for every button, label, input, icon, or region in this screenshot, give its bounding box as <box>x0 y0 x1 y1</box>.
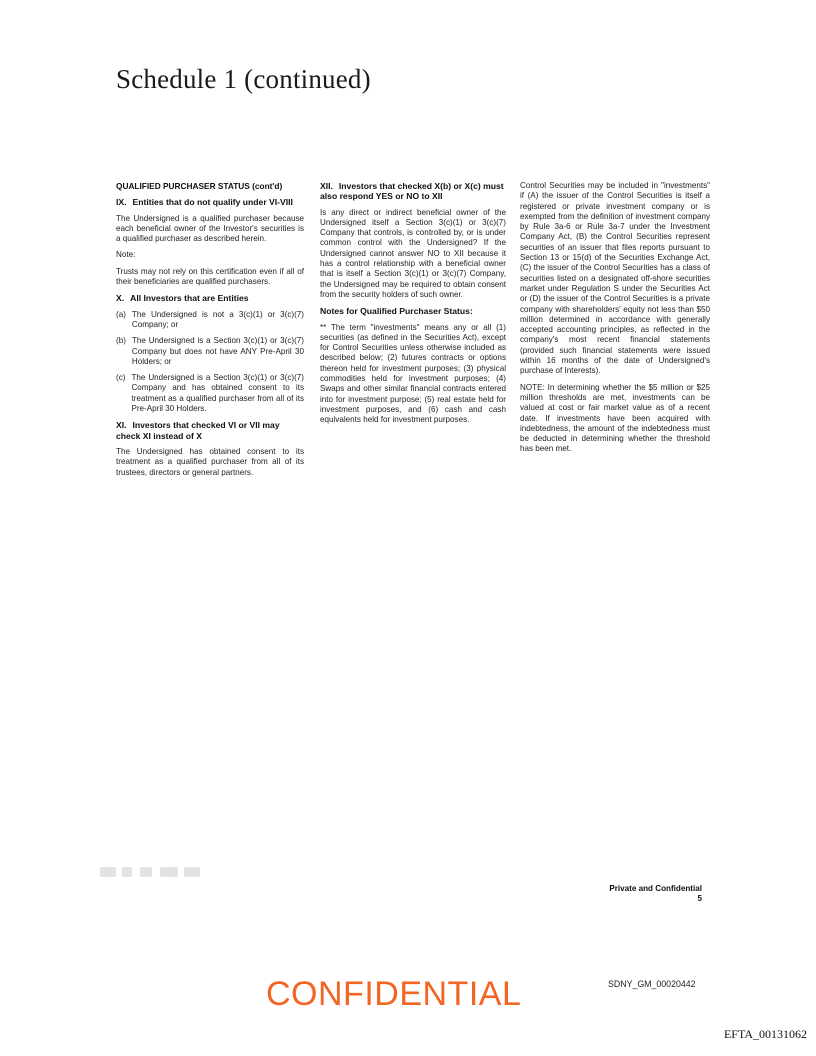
section-ix-note-label: Note: <box>116 250 136 260</box>
section-x-title: All Investors that are Entities <box>130 293 249 304</box>
section-x-item-b <box>116 336 304 367</box>
page-footer <box>609 884 702 904</box>
item-a-marker: (a) <box>116 309 126 319</box>
section-ix-paragraph: The Undersigned is a qualified purchaser because each beneficial owner of the Investor's securities is a qualified purchaser as described herein. <box>116 213 304 244</box>
section-ix-number: IX. <box>116 197 127 208</box>
column-right <box>520 181 710 461</box>
section-xi-number: XI. <box>116 420 127 431</box>
column-middle <box>320 181 506 432</box>
item-b-text: The Undersigned is a Section 3(c)(1) or 3(c)(7) Company but does not have ANY Pre-April 30 Holders; or <box>131 336 304 366</box>
section-xii-number: XII. <box>320 181 333 191</box>
section-xi-title: Investors that checked VI or VII may check XI instead of X <box>116 420 280 441</box>
section-x-number: X. <box>116 293 125 304</box>
column-left <box>116 181 304 484</box>
private-confidential-label: Private and Confidential <box>609 884 702 893</box>
qualified-purchaser-heading: QUALIFIED PURCHASER STATUS (cont'd) <box>116 181 283 191</box>
section-xii-heading <box>320 181 506 202</box>
threshold-note-paragraph: NOTE: In determining whether the $5 million or $25 million thresholds are met, investments can be valued at cost or fair market value as of a recent date. If investments have been acquired with indebtedness, the amount of the indebtedness must be deducted in determining whether the threshold has been met. <box>520 382 710 454</box>
section-ix-heading <box>116 197 304 207</box>
section-xi-heading <box>116 420 304 441</box>
notes-heading: Notes for Qualified Purchaser Status: <box>320 306 473 317</box>
section-xii-paragraph: Is any direct or indirect beneficial owner of the Undersigned itself a Section 3(c)(1) or 3(c)(7) Company that controls, is controlled by, or is under common control with the Undersigned? If the Undersigned cannot answer NO to XII because it has a control relationship with a beneficial owner that is itself a Section 3(c)(1) or 3(c)(7) Company, the Undersigned may be required to obtain consent from the security holders of such owner. <box>320 207 506 299</box>
page-title: Schedule 1 (continued) <box>116 64 371 94</box>
item-b-marker: (b) <box>116 336 126 346</box>
document-id: SDNY_GM_00020442 <box>608 979 696 989</box>
item-c-text: The Undersigned is a Section 3(c)(1) or 3(c)(7) Company and has obtained consent to its treatment as a qualified purchaser from all of its Pre-April 30 Holders. <box>131 373 304 414</box>
page-number: 5 <box>697 894 702 903</box>
item-a-text: The Undersigned is not a 3(c)(1) or 3(c)(7) Company; or <box>131 309 304 329</box>
confidential-stamp: CONFIDENTIAL <box>266 975 522 1013</box>
section-ix-title: Entities that do not qualify under VI-VIII <box>132 197 293 208</box>
section-x-heading <box>116 293 304 303</box>
item-c-marker: (c) <box>116 373 126 383</box>
bates-number: EFTA_00131062 <box>723 1027 807 1041</box>
scan-smudge-mark <box>100 867 204 881</box>
control-securities-paragraph: Control Securities may be included in "investments" if (A) the issuer of the Control Securities is itself a registered or private investment company or is exempted from the definition of investment company by Rule 3a-6 or Rule 3a-7 under the Investment Company Act, (B) the Control Securities represent securities of an issuer that files reports pursuant to Section 13 or 15(d) of the Securities Exchange Act, (C) the issuer of the Control Securities has a class of securities listed on a designated off-shore securities market under Regulation S under the Securities Act or (D) the issuer of the Control Securities is a private company with shareholders' equity not less than $50 million determined in accordance with generally accepted accounting principles, as reflected in the company's most recent financial statements (provided such financial statements were issued within 16 months of the date of Undersigned's purchase of Interests). <box>520 181 710 376</box>
notes-paragraph: ** The term "investments" means any or all (1) securities (as defined in the Securities Act), except for Control Securities unless otherwise included as described below; (2) futures contracts or options thereon held for investment purposes; (3) physical commodities held for investment purposes; (4) Swaps and other similar financial contracts entered into for investment purpose; (5) real estate held for investment purposes, and (6) cash and cash equivalents held for investment purposes. <box>320 322 506 425</box>
section-x-item-c <box>116 373 304 414</box>
section-xi-paragraph: The Undersigned has obtained consent to its treatment as a qualified purchaser from all of its trustees, directors or general partners. <box>116 446 304 477</box>
section-x-item-a <box>116 310 304 331</box>
section-ix-note-text: Trusts may not rely on this certification even if all of their beneficiaries are qualified purchasers. <box>116 266 304 287</box>
section-xii-title: Investors that checked X(b) or X(c) must also respond YES or NO to XII <box>320 181 504 202</box>
